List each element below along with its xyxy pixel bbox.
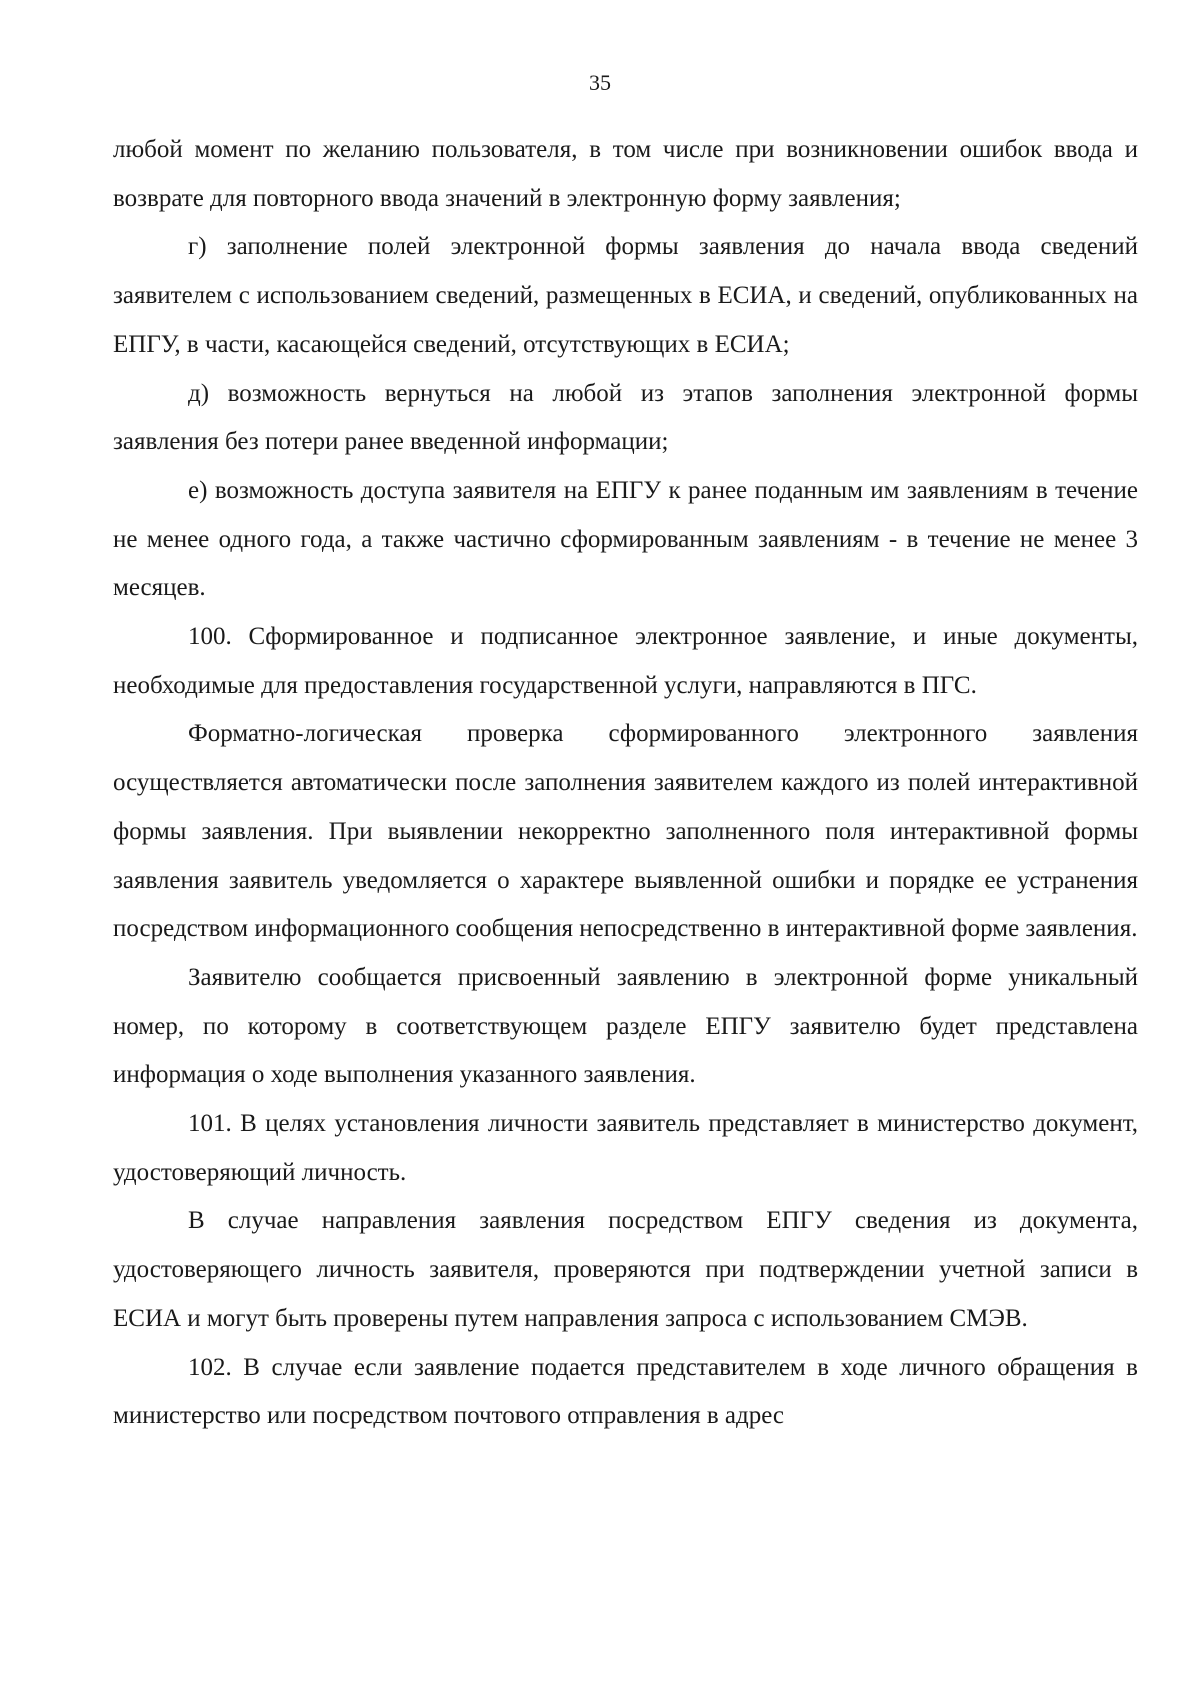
paragraph-102: 102. В случае если заявление подается представителем в ходе личного обращения в министерство или посредством почтового отправления в адрес (113, 1353, 1138, 1430)
paragraph-unique-number: Заявителю сообщается присвоенный заявлению в электронной форме уникальный номер, по которому в соответствующем разделе ЕПГУ заявителю будет представлена информация о ходе выполнения указанного заявления. (113, 963, 1138, 1089)
paragraph-format-check: Форматно-логическая проверка сформированного электронного заявления осуществляется автоматически после заполнения заявителем каждого из полей интерактивной формы заявления. При выявлении некорректно заполненного поля интерактивной формы заявления заявитель уведомляется о характере выявленной ошибки и порядке ее устранения посредством информационного сообщения непосредственно в интерактивной форме заявления. (113, 720, 1138, 943)
paragraph-item-g: г) заполнение полей электронной формы заявления до начала ввода сведений заявителем с использованием сведений, размещенных в ЕСИА, и сведений, опубликованных на ЕПГУ, в части, касающейся сведений, отсутствующих в ЕСИА; (113, 233, 1138, 358)
paragraph-item-d: д) возможность вернуться на любой из этапов заполнения электронной формы заявления без потери ранее введенной информации; (113, 379, 1138, 456)
document-body (113, 126, 1138, 1441)
paragraph-101: 101. В целях установления личности заявитель представляет в министерство документ, удостоверяющий личность. (113, 1110, 1138, 1186)
paragraph-continuation: любой момент по желанию пользователя, в том числе при возникновении ошибок ввода и возврате для повторного ввода значений в электронную форму заявления; (113, 136, 1138, 212)
paragraph-identity-check: В случае направления заявления посредством ЕПГУ сведения из документа, удостоверяющего личность заявителя, проверяются при подтверждении учетной записи в ЕСИА и могут быть проверены путем направления запроса с использованием СМЭВ. (113, 1207, 1138, 1332)
paragraph-100: 100. Сформированное и подписанное электронное заявление, и иные документы, необходимые для предоставления государственной услуги, направляются в ПГС. (113, 623, 1138, 699)
paragraph-item-e: е) возможность доступа заявителя на ЕПГУ к ранее поданным им заявлениям в течение не менее одного года, а также частично сформированным заявлениям - в течение не менее 3 месяцев. (113, 476, 1138, 602)
page-number: 35 (589, 70, 611, 95)
